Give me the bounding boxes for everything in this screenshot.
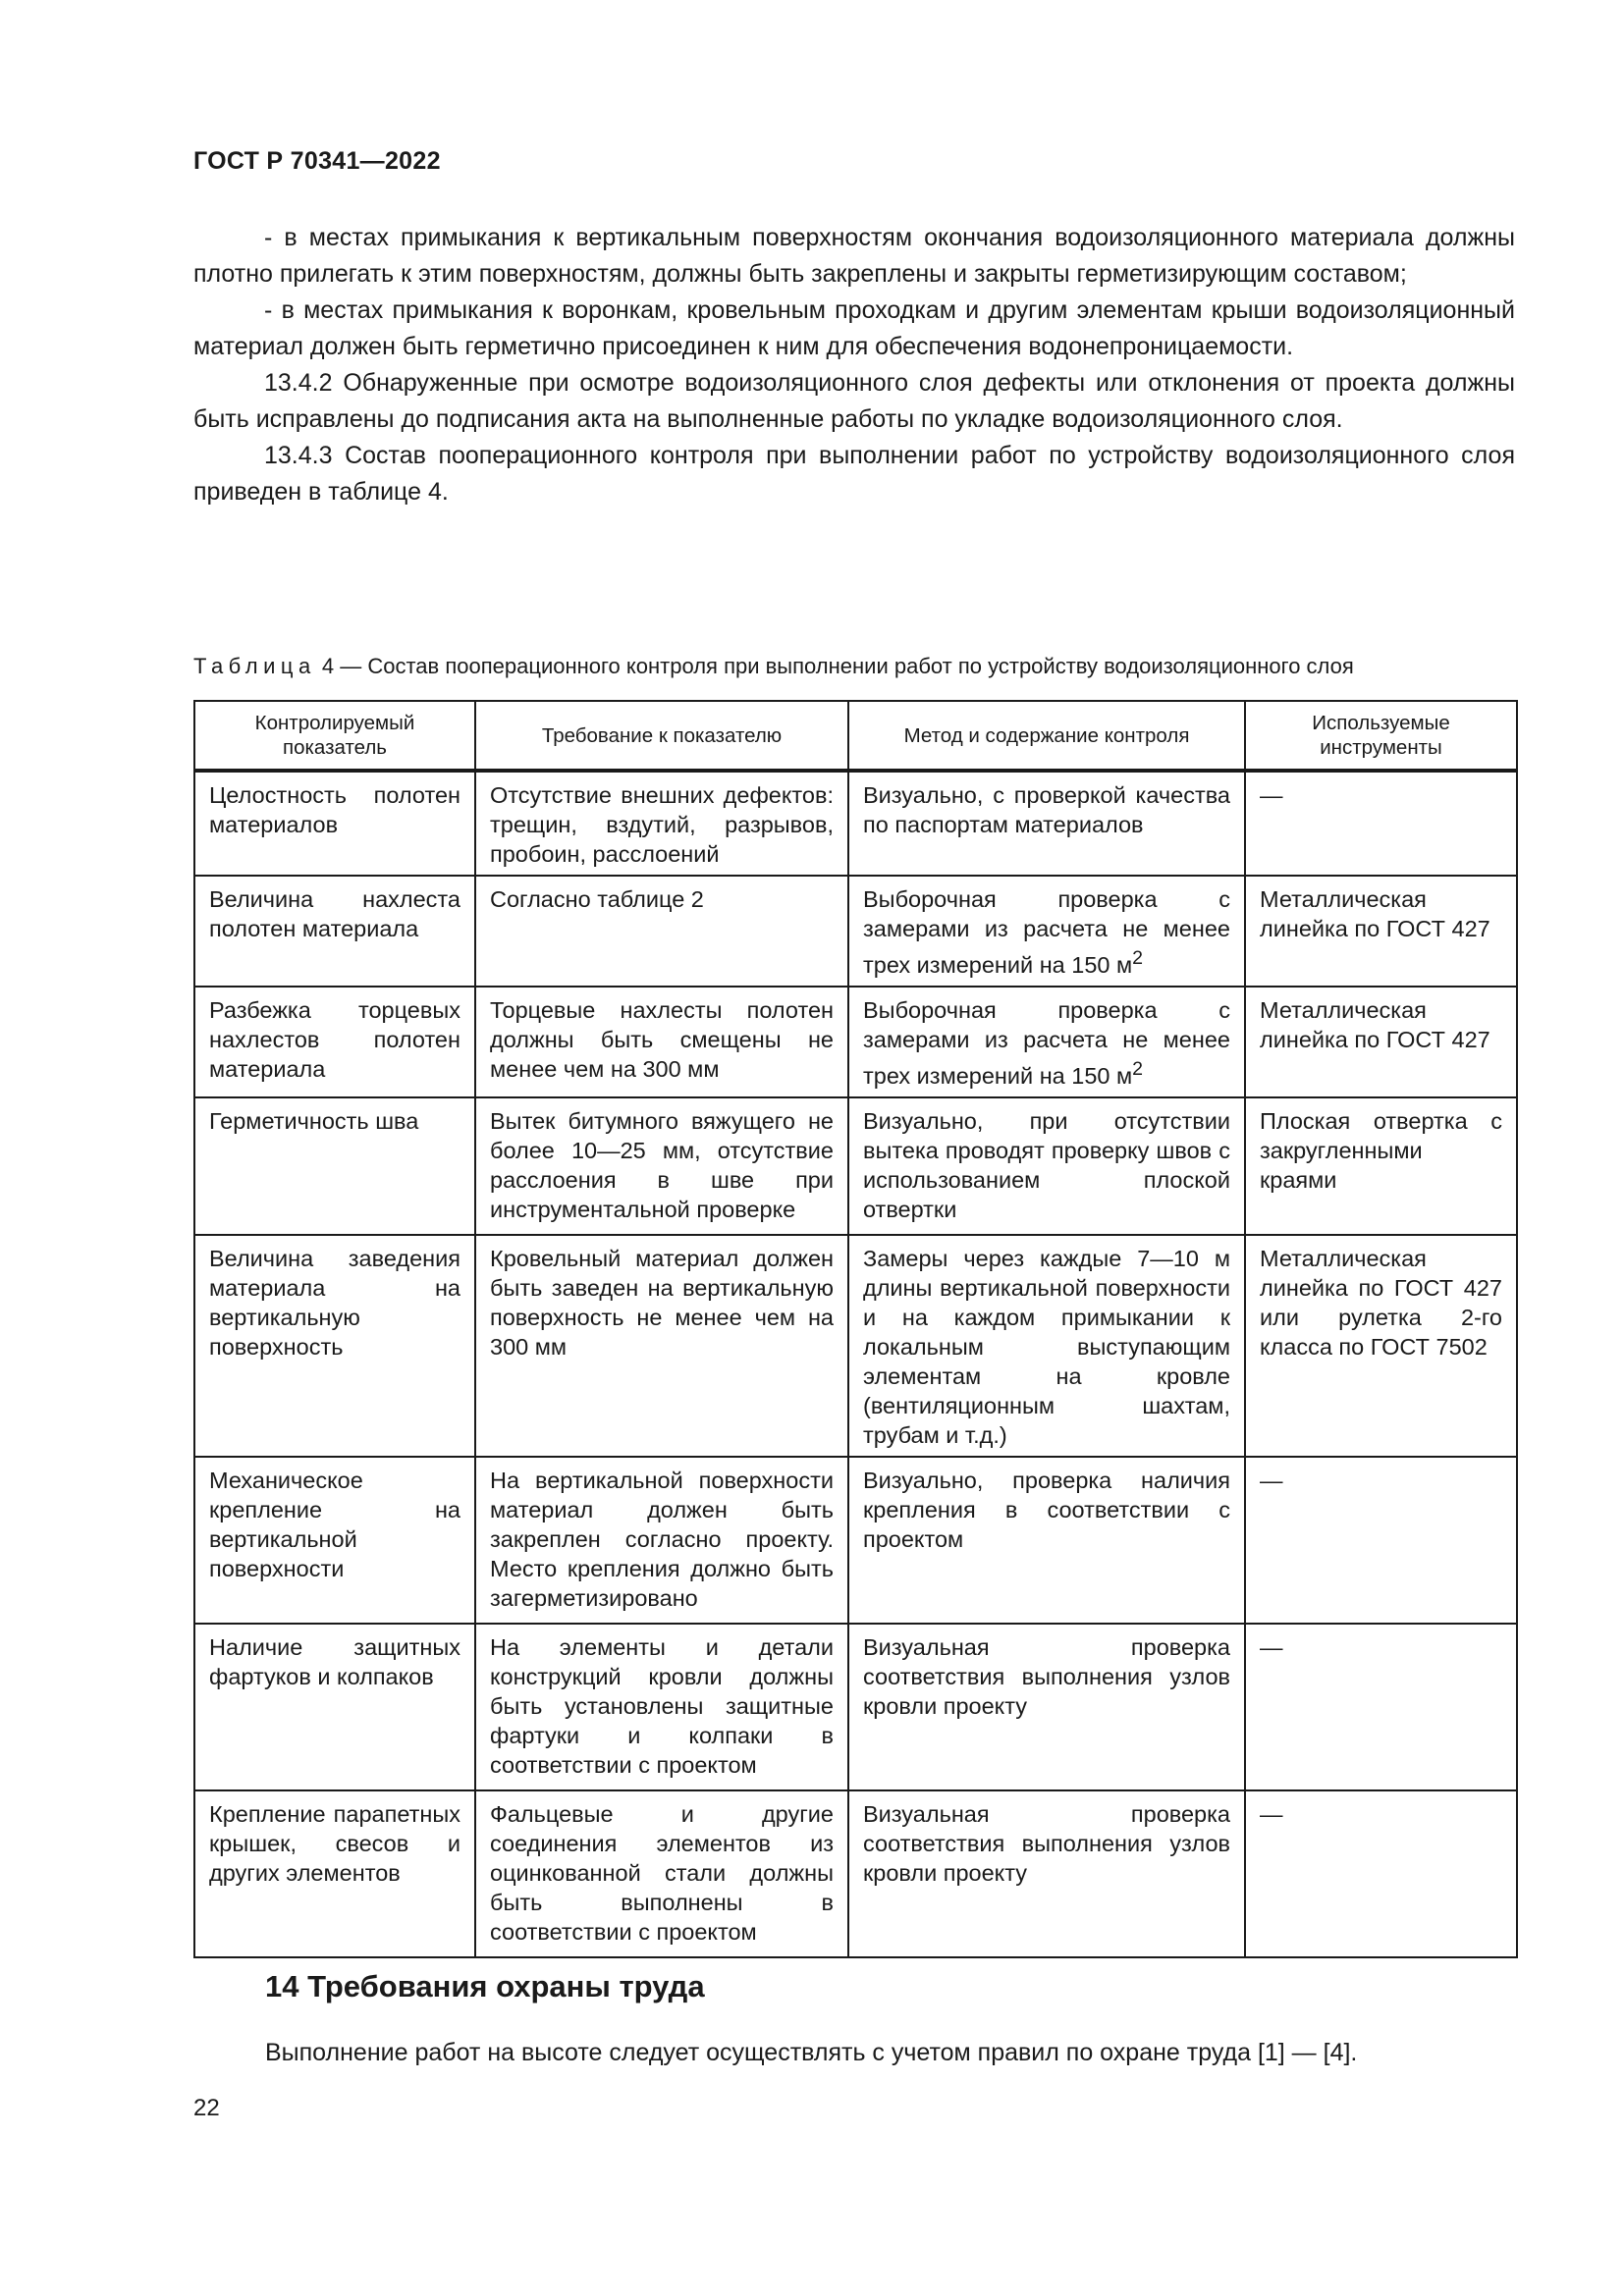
- paragraph-vertical-surfaces: - в местах примыкания к вертикальным поверхностям окончания водоизоляционного материала должны плотно прилегать к этим поверхностям, должны быть закреплены и закрыты герметизирующим составом;: [193, 224, 1515, 288]
- table-row: [194, 1624, 1517, 1790]
- cell-method: Визуально, с проверкой качества по паспортам материалов: [848, 771, 1245, 876]
- table-row: [194, 987, 1517, 1097]
- cell-tools: Металлическая линейка по ГОСТ 427: [1245, 987, 1517, 1097]
- header-requirement: Требование к показателю: [475, 701, 848, 771]
- table-caption: [193, 653, 1515, 680]
- cell-indicator: Наличие защитных фартуков и колпаков: [194, 1624, 475, 1790]
- table-row: [194, 1097, 1517, 1235]
- header-tools: Используемые инструменты: [1245, 701, 1517, 771]
- cell-method: Замеры через каждые 7—10 м длины вертикальной поверхности и на каждом примыкании к локальным выступающим элементам на кровле (вентиляционным шахтам, трубам и т.д.): [848, 1235, 1245, 1457]
- table-caption-label: Таблица: [193, 654, 316, 678]
- document-header: ГОСТ Р 70341—2022: [193, 147, 441, 175]
- cell-indicator: Целостность полотен материалов: [194, 771, 475, 876]
- cell-method: [848, 987, 1245, 1097]
- page-number: 22: [193, 2095, 220, 2121]
- cell-indicator: Величина нахлеста полотен материала: [194, 876, 475, 987]
- superscript-exponent: 2: [1132, 1057, 1144, 1080]
- cell-tools: Плоская отвертка с закругленными краями: [1245, 1097, 1517, 1235]
- table-header-row: [194, 701, 1517, 771]
- cell-indicator: Величина заведения материала на вертикальную поверхность: [194, 1235, 475, 1457]
- cell-tools: —: [1245, 1790, 1517, 1957]
- cell-requirement: На вертикальной поверхности материал должен быть закреплен согласно проекту. Место крепления должно быть загерметизировано: [475, 1457, 848, 1624]
- header-method: Метод и содержание контроля: [848, 701, 1245, 771]
- cell-requirement: Фальцевые и другие соединения элементов из оцинкованной стали должны быть выполнены в соответствии с проектом: [475, 1790, 848, 1957]
- header-indicator: Контролируемый показатель: [194, 701, 475, 771]
- table-row: [194, 1790, 1517, 1957]
- cell-tools: Металлическая линейка по ГОСТ 427: [1245, 876, 1517, 987]
- cell-indicator: Крепление парапетных крышек, свесов и других элементов: [194, 1790, 475, 1957]
- table-row: [194, 876, 1517, 987]
- intro-text: [193, 220, 1515, 510]
- paragraph-13-4-2: 13.4.2 Обнаруженные при осмотре водоизоляционного слоя дефекты или отклонения от проекта должны быть исправлены до подписания акта на выполненные работы по укладке водоизоляционного слоя.: [193, 369, 1515, 433]
- table-row: [194, 1235, 1517, 1457]
- cell-requirement: Вытек битумного вяжущего не более 10—25 мм, отсутствие расслоения в шве при инструментальной проверке: [475, 1097, 848, 1235]
- cell-tools: —: [1245, 1624, 1517, 1790]
- cell-indicator: Механическое крепление на вертикальной поверхности: [194, 1457, 475, 1624]
- cell-indicator: Герметичность шва: [194, 1097, 475, 1235]
- table-row: [194, 771, 1517, 876]
- table-row: [194, 1457, 1517, 1624]
- cell-tools: —: [1245, 1457, 1517, 1624]
- cell-method: [848, 876, 1245, 987]
- paragraph-funnels: - в местах примыкания к воронкам, кровельным проходкам и другим элементам крыши водоизоляционный материал должен быть герметично присоединен к ним для обеспечения водонепроницаемости.: [193, 296, 1515, 360]
- cell-tools: —: [1245, 771, 1517, 876]
- cell-requirement: Торцевые нахлесты полотен должны быть смещены не менее чем на 300 мм: [475, 987, 848, 1097]
- control-table: [193, 700, 1518, 1958]
- cell-method-text: Выборочная проверка с замерами из расчета не менее трех измерений на 150 м: [863, 996, 1230, 1089]
- cell-indicator: Разбежка торцевых нахлестов полотен материала: [194, 987, 475, 1097]
- cell-method: Визуальная проверка соответствия выполнения узлов кровли проекту: [848, 1624, 1245, 1790]
- superscript-exponent: 2: [1132, 947, 1144, 969]
- cell-method: Визуально, проверка наличия крепления в соответствии с проектом: [848, 1457, 1245, 1624]
- section-text: Выполнение работ на высоте следует осуществлять с учетом правил по охране труда [1] — [4].: [265, 2039, 1358, 2066]
- cell-method: Визуально, при отсутствии вытека проводят проверку швов с использованием плоской отвертки: [848, 1097, 1245, 1235]
- section-title: 14 Требования охраны труда: [265, 1969, 705, 2003]
- cell-requirement: Кровельный материал должен быть заведен на вертикальную поверхность не менее чем на 300 мм: [475, 1235, 848, 1457]
- paragraph-13-4-3: 13.4.3 Состав пооперационного контроля при выполнении работ по устройству водоизоляционного слоя приведен в таблице 4.: [193, 442, 1515, 506]
- cell-method-text: Выборочная проверка с замерами из расчета не менее трех измерений на 150 м: [863, 886, 1230, 978]
- cell-requirement: Согласно таблице 2: [475, 876, 848, 987]
- cell-requirement: Отсутствие внешних дефектов: трещин, вздутий, разрывов, пробоин, расслоений: [475, 771, 848, 876]
- cell-method: Визуальная проверка соответствия выполнения узлов кровли проекту: [848, 1790, 1245, 1957]
- cell-requirement: На элементы и детали конструкций кровли должны быть установлены защитные фартуки и колпаки в соответствии с проектом: [475, 1624, 848, 1790]
- table-caption-text: 4 — Состав пооперационного контроля при выполнении работ по устройству водоизоляционного слоя: [321, 654, 1354, 678]
- cell-tools: Металлическая линейка по ГОСТ 427 или рулетка 2-го класса по ГОСТ 7502: [1245, 1235, 1517, 1457]
